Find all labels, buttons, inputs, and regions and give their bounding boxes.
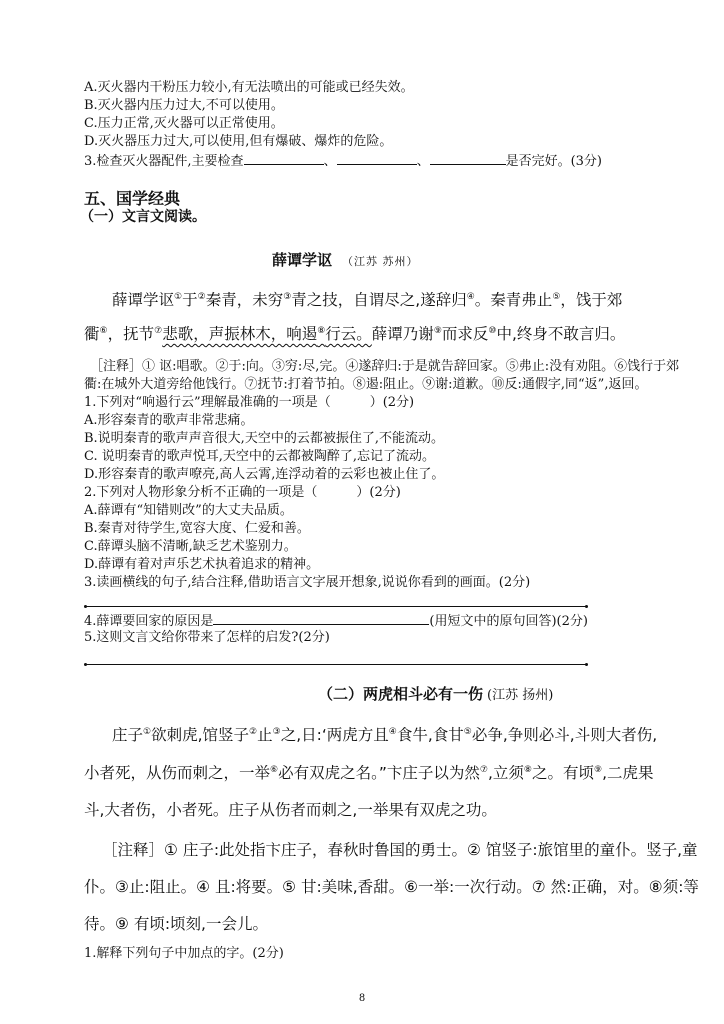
section-heading: 五、国学经典	[84, 189, 181, 208]
answer-line	[86, 664, 586, 665]
option-c: C.压力正常,灭火器可以正常使用。	[84, 116, 284, 131]
passage-2-line-1: 庄子①欲刺虎,馆竖子②止③之,日:‘两虎方且④食牛,食甘⑤必争,争则必斗,斗则大者伤,	[112, 726, 658, 744]
notes-2-line-2: 仆。③止:阻止。④ 且:将要。⑤ 甘:美味,香甜。⑥一举:一次行动。⑦ 然:正确，对。⑧须:等	[84, 878, 699, 896]
q3-stem: 3.读画横线的句子,结合注释,借助语言文字展开想象,说说你看到的画面。(2分)	[84, 575, 531, 590]
notes-2-line-1: ［注释］① 庄子:此处指卞庄子，春秋时鲁国的勇士。② 馆竖子:旅馆里的童仆。竖子,童	[102, 841, 698, 859]
notes-1-line-2: 衢:在城外大道旁给他饯行。⑦抚节:打着节拍。⑧遏:阻止。⑨谢:道歉。⑩反:通假字,同“返”,返回。	[84, 377, 648, 392]
q1-option-a: A.形容秦青的歌声非常悲痛。	[84, 413, 254, 428]
option-d: D.灭火器压力过大,可以使用,但有爆破、爆炸的危险。	[84, 134, 393, 149]
q4-stem: 4.薛谭要回家的原因是 (用短文中的原句回答)(2分)	[84, 614, 588, 629]
question-3-inspection: 3.检查灭火器配件,主要检查 、 、 是否完好。(3分)	[84, 154, 602, 169]
q2-option-b: B.秦青对待学生,宽容大度、仁爱和善。	[84, 521, 310, 536]
option-a: A.灭火器内干粉压力较小,有无法喷出的可能或已经失效。	[84, 80, 414, 95]
answer-blank	[213, 612, 429, 625]
notes-1-line-1: ［注释］① 讴:唱歌。②于:向。③穷:尽,完。④遂辞归:于是就告辞回家。⑤弗止:没有劝阻。⑥饯行于郊	[90, 359, 680, 374]
q1-option-b: B.说明秦青的歌声声音很大,天空中的云都被振住了,不能流动。	[84, 431, 444, 446]
answer-blank	[244, 152, 324, 165]
q1-stem: 1.下列对“响遏行云”理解最准确的一项是（ ）(2分)	[84, 395, 415, 410]
notes-2-line-3: 待。⑨ 有顷:顷刻,一会儿。	[84, 915, 268, 933]
answer-line	[86, 606, 586, 607]
answer-blank	[430, 152, 506, 165]
q2-stem: 2.下列对人物形象分析不正确的一项是（ ）(2分)	[84, 485, 401, 500]
option-b: B.灭火器内压力过大,不可以使用。	[84, 98, 284, 113]
passage-1-line-1: 薛谭学讴①于②秦青，未穷③青之技，自谓尽之,遂辞归④。秦青弗止⑤，饯于郊	[112, 291, 623, 309]
underlined-sentence: 悲歌，声振林木，响遏⑧行云。	[162, 325, 372, 343]
q2-1-stem: 1.解释下列句子中加点的字。(2分)	[84, 946, 284, 961]
q1-option-d: D.形容秦青的歌声嘹亮,高人云霄,连浮动着的云彩也被止住了。	[84, 467, 445, 482]
passage-2-line-2: 小者死，从伤而刺之，一举⑥必有双虎之名。”卞庄子以为然⑦,立须⑧之。有顷⑨,二虎果	[84, 764, 654, 782]
answer-blank	[337, 152, 417, 165]
q2-option-c: C.薛谭头脑不清晰,缺乏艺术鉴别力。	[84, 539, 297, 554]
q2-option-d: D.薛谭有着对声乐艺术执着追求的精神。	[84, 557, 320, 572]
q5-stem: 5.这则文言文给你带来了怎样的启发?(2分)	[84, 630, 330, 645]
passage-1-line-2: 衢⑥，抚节⑦悲歌，声振林木，响遏⑧行云。薛谭乃谢⑨而求反⑩中,终身不敢言归。	[84, 325, 626, 343]
subsection-heading-1: （一）文言文阅读。	[80, 209, 206, 225]
passage-2-line-3: 斗,大者伤，小者死。庄子从伤者而刺之,一举果有双虎之功。	[84, 801, 497, 819]
subsection-heading-2: （二）两虎相斗必有一伤 (江苏 扬州)	[318, 685, 554, 703]
page-number: 8	[358, 993, 366, 1004]
passage-1-source: （江苏 苏州）	[342, 255, 419, 268]
q2-option-a: A.薛谭有“知错则改”的大丈夫品质。	[84, 503, 293, 518]
passage-1-title: 薛谭学讴 （江苏 苏州）	[272, 251, 419, 269]
q1-option-c: C. 说明秦青的歌声悦耳,天空中的云都被陶醉了,忘记了流动。	[84, 449, 436, 464]
